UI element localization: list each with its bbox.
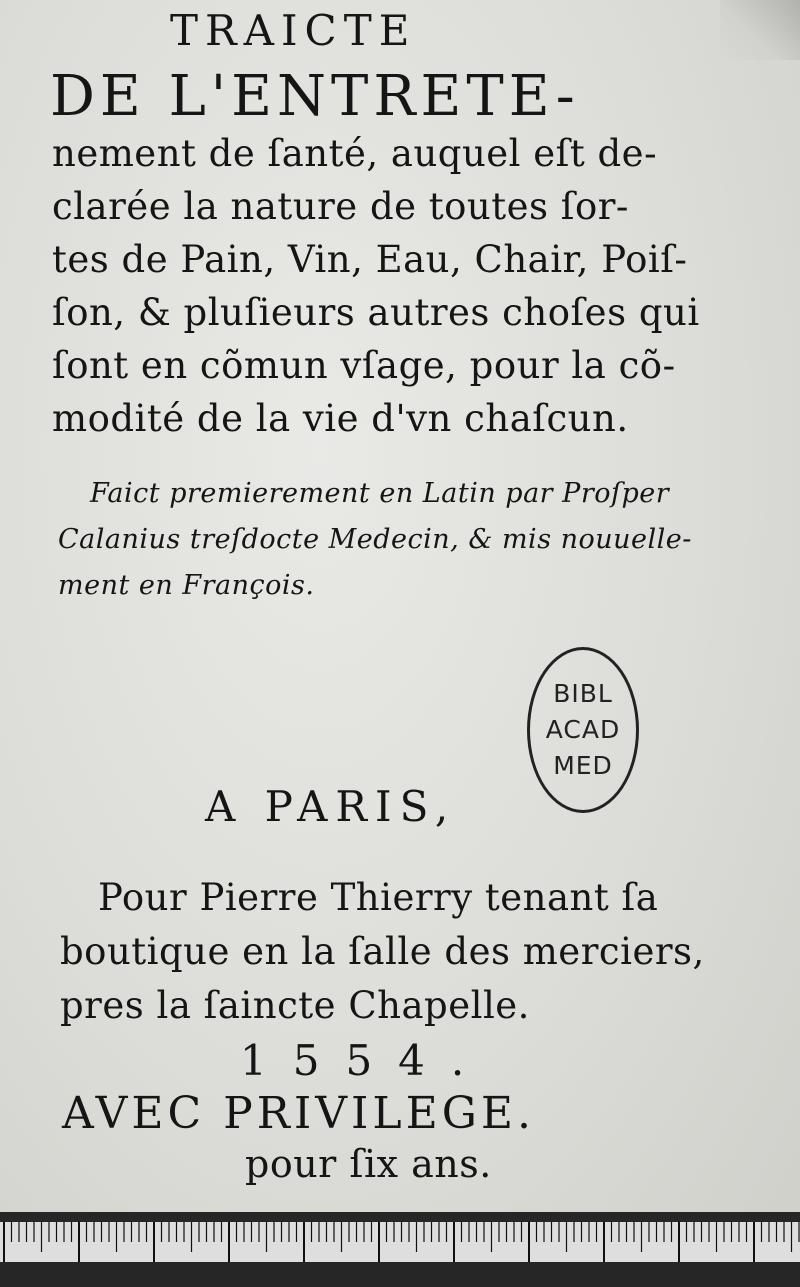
stamp-line: MED bbox=[553, 751, 613, 780]
publisher-line: Pour Pierre Thierry tenant ſa bbox=[98, 876, 659, 919]
body-line: clarée la nature de toutes ſor- bbox=[52, 185, 629, 228]
body-line: nement de ſanté, auquel eſt de- bbox=[52, 132, 658, 175]
body-line: ſont en cõmun vſage, pour la cõ- bbox=[52, 344, 676, 387]
title-line-2: DE L'ENTRETE- bbox=[50, 64, 580, 129]
stamp-line: ACAD bbox=[545, 715, 621, 744]
ruler-scale bbox=[0, 1212, 800, 1287]
attribution-line: Faict premierement en Latin par Proſper bbox=[90, 478, 670, 509]
attribution-line: ment en François. bbox=[58, 570, 315, 601]
body-line: ſon, & pluſieurs autres choſes qui bbox=[52, 291, 700, 334]
privilege-term: pour ſix ans. bbox=[245, 1142, 492, 1186]
stamp-line: BIBL bbox=[553, 679, 613, 708]
title-line-1: TRAICTE bbox=[170, 6, 417, 55]
imprint-place: A PARIS, bbox=[205, 782, 457, 831]
publisher-line: boutique en la ſalle des merciers, bbox=[60, 930, 705, 973]
publisher-line: pres la ſaincte Chapelle. bbox=[60, 984, 530, 1027]
body-line: modité de la vie d'vn chaſcun. bbox=[52, 397, 629, 440]
measurement-ruler bbox=[0, 1212, 800, 1287]
library-stamp bbox=[527, 647, 639, 813]
privilege-line: AVEC PRIVILEGE. bbox=[62, 1088, 535, 1139]
imprint-year: 1554. bbox=[240, 1036, 491, 1085]
attribution-line: Calanius treſdocte Medecin, & mis nouuelle- bbox=[58, 524, 692, 555]
body-line: tes de Pain, Vin, Eau, Chair, Poiſ- bbox=[52, 238, 688, 281]
